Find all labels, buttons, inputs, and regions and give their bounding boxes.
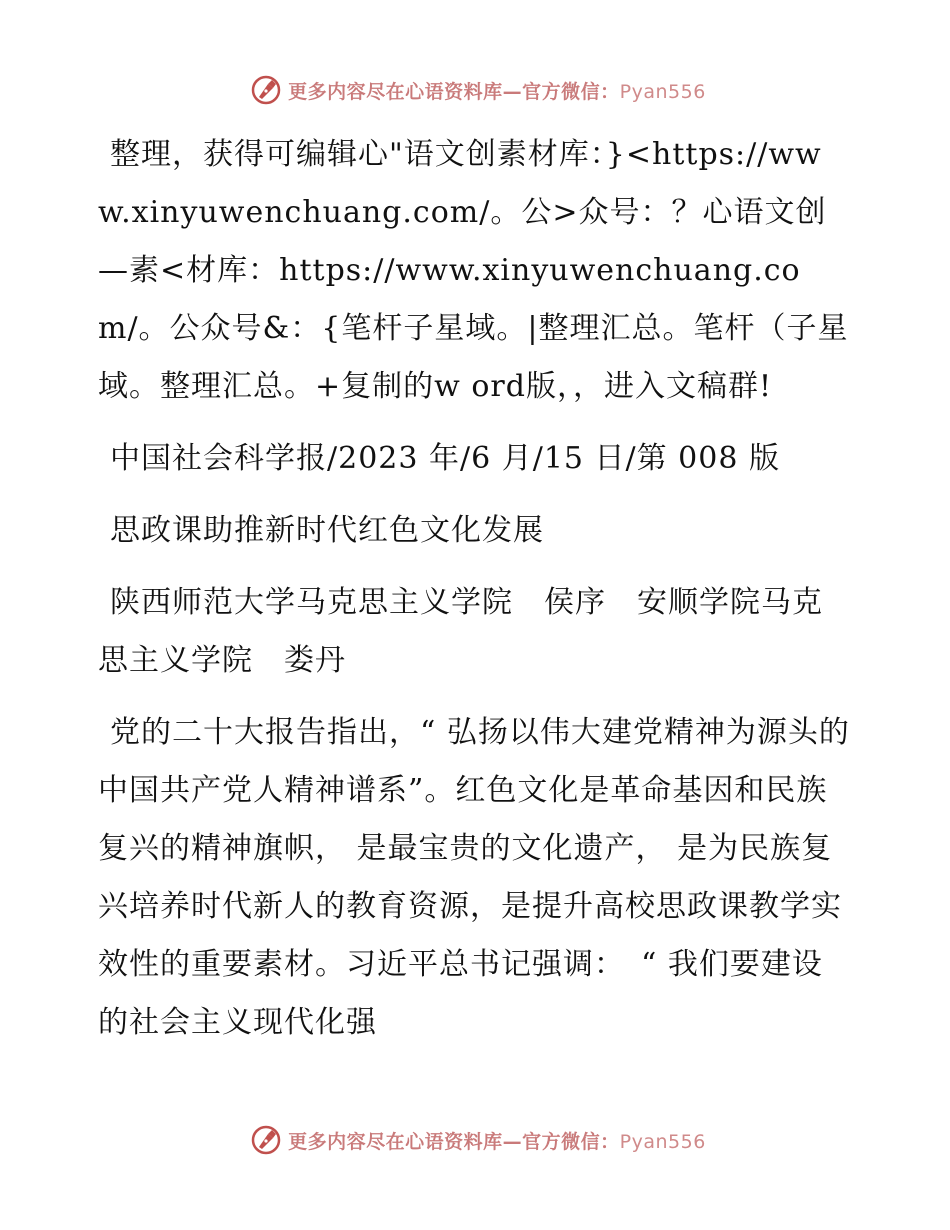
header-banner [0,70,950,110]
banner-handle: Pyan556 [619,80,706,103]
document-body [98,126,850,1066]
banner-label: 更多内容尽在心语资料库—官方微信： [288,80,620,103]
banner-label: 更多内容尽在心语资料库—官方微信： [288,1130,620,1153]
footer-banner-inner [250,1124,706,1156]
body-paragraph: 党的二十大报告指出，“ 弘扬以伟大建党精神为源头的中国共产党人精神谱系”。红色文化是革命基因和民族复兴的精神旗帜， 是最宝贵的文化遗产， 是为民族复兴培养时代新人的教育资源，是提升高校思政课教学实效性的重要素材。习近平总书记强调： “ 我们要建设的社会主义现代化强 [98,715,850,1040]
pen-nib-logo-icon [250,74,282,106]
source-line: 中国社会科学报/2023 年/6 月/15 日/第 008 版 [110,441,780,476]
pen-nib-logo-icon [250,1124,282,1156]
author-line: 陕西师范大学马克思主义学院 侯序 安顺学院马克思主义学院 娄丹 [98,585,823,678]
footer-banner-text [288,1127,706,1154]
header-banner-inner [250,74,706,106]
article-title: 思政课助推新时代红色文化发展 [110,513,544,548]
header-banner-text [288,77,706,104]
intro-paragraph: 整理，获得可编辑心"语文创素材库：}<https://www.xinyuwenchuang.com/。公>众号：？心语文创—素<材库：https://www.xinyuwenchuang.com/。公众号&：{笔杆子星域。|整理汇总。笔杆（子星域。整理汇总。+复制的w ord版，，进入文稿群! [98,137,849,404]
banner-handle: Pyan556 [619,1130,706,1153]
footer-banner [0,1120,950,1160]
